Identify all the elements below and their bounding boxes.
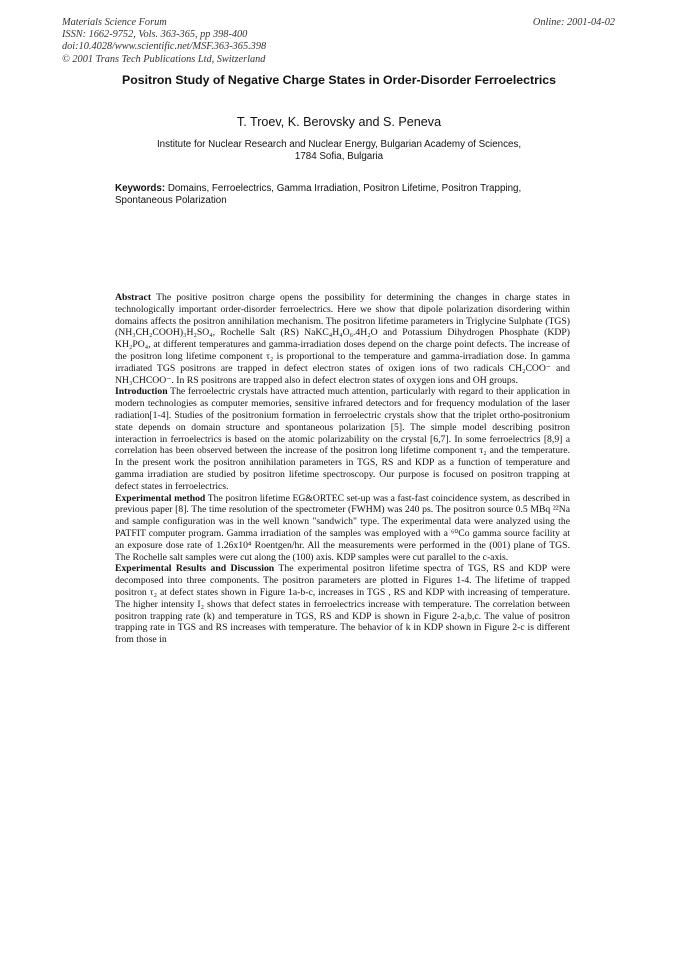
keywords-text: Domains, Ferroelectrics, Gamma Irradiation, Positron Lifetime, Positron Trapping, Spontaneous Polarization [115, 183, 522, 207]
method-paragraph [115, 493, 570, 564]
doi-line: doi:10.4028/www.scientific.net/MSF.363-365.398 [62, 41, 267, 53]
affiliation [120, 139, 558, 164]
author-list: T. Troev, K. Berovsky and S. Peneva [236, 115, 442, 129]
publication-info [62, 17, 266, 66]
results-heading: Experimental Results and Discussion [115, 563, 275, 575]
method-heading: Experimental method [115, 492, 206, 504]
abstract-paragraph [115, 292, 570, 386]
copyright-line: © 2001 Trans Tech Publications Ltd, Switzerland [62, 53, 266, 65]
paper-title: Positron Study of Negative Charge States in Order-Disorder Ferroelectrics [122, 73, 556, 87]
journal-name: Materials Science Forum [62, 17, 167, 28]
results-paragraph [115, 563, 570, 646]
method-text: The positron lifetime EG&ORTEC set-up was a fast-fast coincidence system, as described in previous paper [8]. The time resolution of the spectrometer (FWHM) was 240 ps. The positron source 0.5 MBq ²²Na and sample configuration was in the well known "sandwich" type. The experimental data were analyzed using the PATFIT computer program. Gamma irradiation of the samples was employed with a ⁶⁰Co gamma source facility at an exposure dose rate of 1.26x10⁴ Roentgen/hr. All the measurements were performed in the (001) plane of TGS. The Rochelle salt samples were cut along the (100) axis. KDP samples were cut parallel to the c-axis. [115, 492, 570, 563]
abstract-text: The positive positron charge opens the possibility for determining the changes in charge states in technologically important order-disorder ferroelectrics. Here we show that dipole polarization disordering within domains affects the positron annihilation mechanism. The positron lifetime parameters in Triglycine Sulphate (TGS) (NH₃CH₂COOH)₃H₂SO₄, Rochelle Salt (RS) NaKC₄H₄O₆.4H₂O and Potassium Dihydrogen Phosphate (KDP) KH₂PO₄, at different temperatures and gamma-irradiation doses depend on the charge point defects. The increase of the positron long lifetime component τ₂ is proportional to the temperature and gamma-irradiation dose. In gamma irradiated TGS positrons are trapped in defect electron states of oxigen ions of two radicals CH₂COO⁻ and NH₃CHCOO⁻. In RS positrons are trapped also in defect electron states of oxygen ions and OH groups. [115, 292, 570, 386]
abstract-heading: Abstract [115, 292, 152, 303]
introduction-text: The ferroelectric crystals have attracted much attention, particularly with regard to their application in modern technologies as computer memories, sensitive infrared detectors and for frequency modulation of the laser radiation[1-4]. Studies of the positronium formation in ferroelectric crystals show that the triplet ortho-positronium state depends on domain structure and spontaneous polarization [5]. The simple model describing positron interaction in ferroelectrics is based on the atomic polarizability on the crystal [6,7]. In some ferroelectrics [8,9] a correlation has been observed between the increase of the positron long lifetime component τ₂ and the temperature. In the present work the positron annihilation parameters in TGS, RS and KDP as a function of temperature and gamma irradiation are studied by positron lifetime spectroscopy. Our purpose is focused on positron trapping at defect states in ferroelectrics. [115, 386, 570, 492]
affiliation-line-1: Institute for Nuclear Research and Nuclear Energy, Bulgarian Academy of Sciences, [156, 139, 522, 150]
keywords-block [115, 183, 570, 208]
issn-line: ISSN: 1662-9752, Vols. 363-365, pp 398-400 [62, 29, 248, 41]
results-text: The experimental positron lifetime spectra of TGS, RS and KDP were decomposed into three components. The positron parameters are plotted in Figures 1-4. The lifetime of trapped positron τ₂ at defect states shown in Figure 1a-b-c, increases in TGS , RS and KDP with increasing of temperature. The higher intensity I₂ shows that defect states in ferroelectrics increase with temperature. The correlation between positron trapping rate (k) and temperature in TGS, RS and KDP is shown in Figure 2-a,b,c. The value of positron trapping rate in TGS and RS increases with temperature. The behavior of k in KDP shown in Figure 2-c is different from those in [115, 563, 570, 646]
affiliation-line-2: 1784 Sofia, Bulgaria [294, 151, 384, 163]
online-date: Online: 2001-04-02 [532, 17, 615, 28]
keywords-label: Keywords: [115, 183, 166, 194]
introduction-paragraph [115, 386, 570, 492]
introduction-heading: Introduction [115, 386, 168, 398]
paper-body [115, 292, 570, 646]
